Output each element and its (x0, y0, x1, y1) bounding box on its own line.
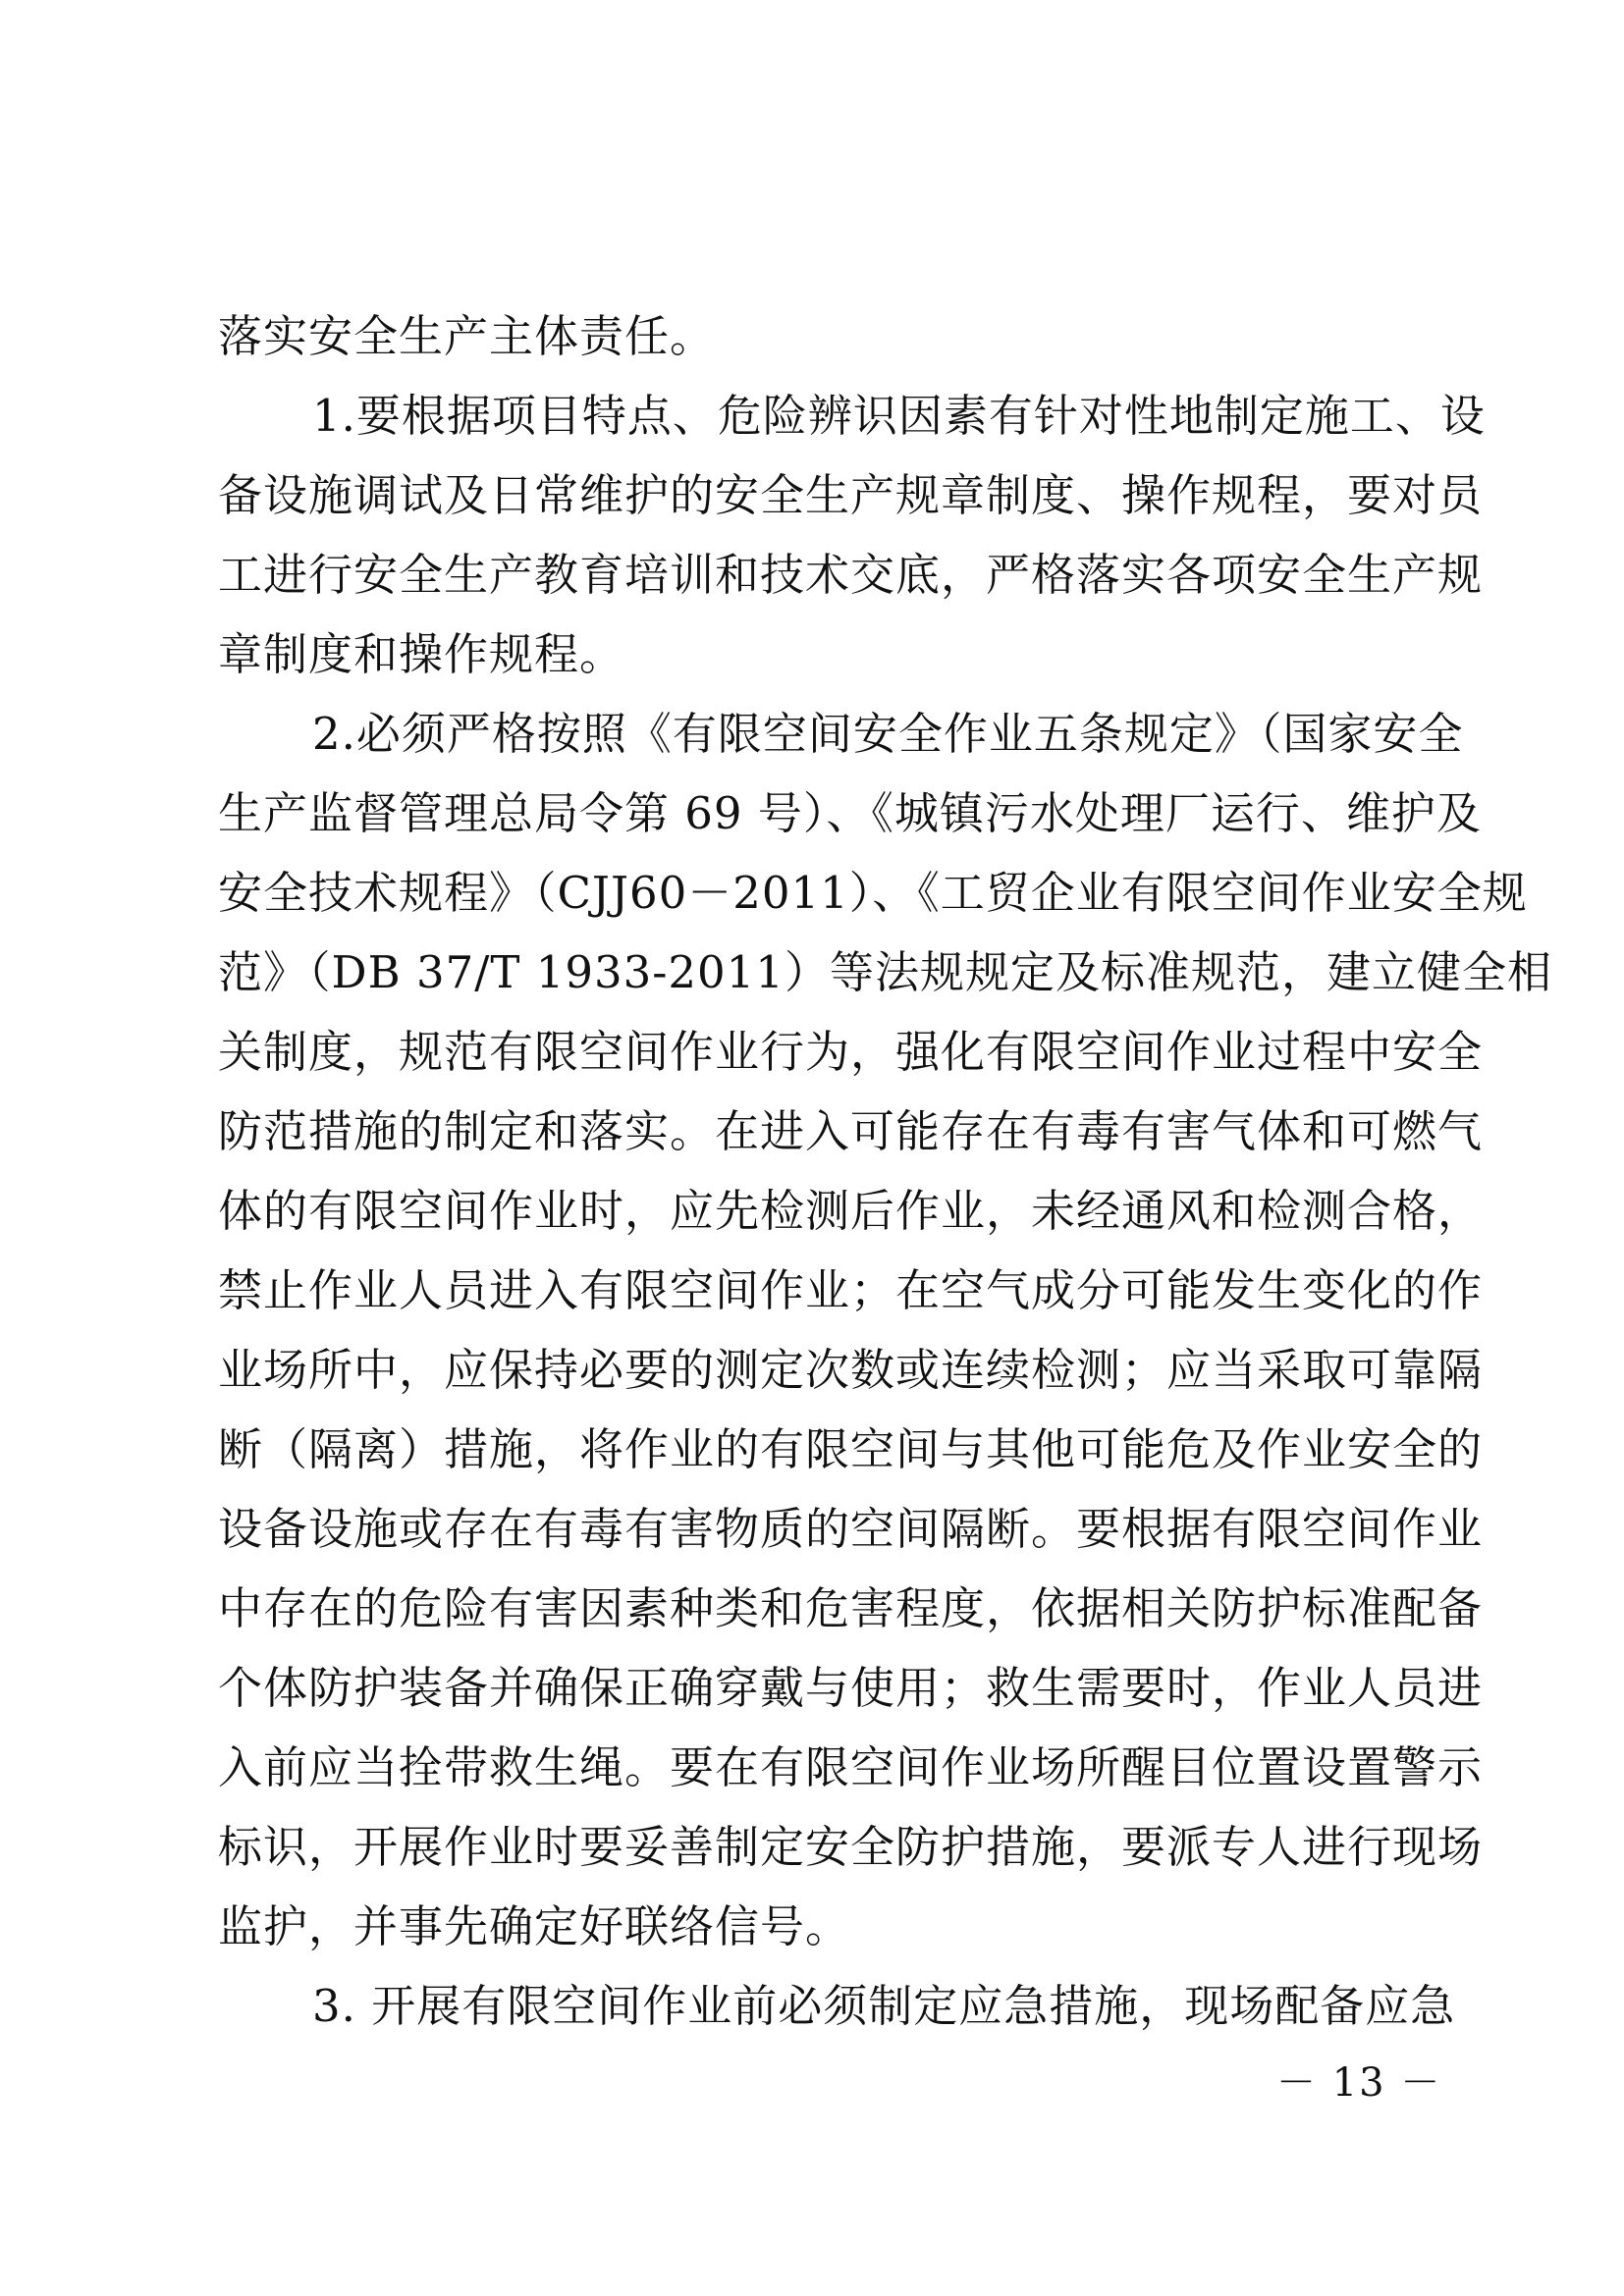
text-line: 标识，开展作业时要妥善制定安全防护措施，要派专人进行现场 (218, 1821, 1484, 1873)
text-line: 防范措施的制定和落实。在进入可能存在有毒有害气体和可燃气 (218, 1105, 1484, 1157)
text-line: 范》（DB 37/T 1933-2011）等法规规定及标准规范，建立健全相 (218, 946, 1552, 998)
text-line: 3. 开展有限空间作业前必须制定应急措施，现场配备应急 (312, 1980, 1456, 2032)
text-line: 体的有限空间作业时，应先检测后作业，未经通风和检测合格， (218, 1185, 1484, 1237)
text-line: 1.要根据项目特点、危险辨识因素有针对性地制定施工、设 (312, 390, 1486, 442)
text-line: 生产监督管理总局令第 69 号）、《城镇污水处理厂运行、维护及 (218, 787, 1482, 839)
text-line: 断（隔离）措施，将作业的有限空间与其他可能危及作业安全的 (218, 1423, 1484, 1475)
page-number: － 13 － (1276, 2060, 1442, 2106)
text-line: 设备设施或存在有毒有害物质的空间隔断。要根据有限空间作业 (218, 1503, 1484, 1555)
text-line: 落实安全生产主体责任。 (218, 310, 716, 362)
text-line: 禁止作业人员进入有限空间作业；在空气成分可能发生变化的作 (218, 1264, 1484, 1316)
text-line: 2.必须严格按照《有限空间安全作业五条规定》（国家安全 (312, 708, 1464, 760)
text-line: 工进行安全生产教育培训和技术交底，严格落实各项安全生产规 (218, 549, 1484, 601)
text-line: 关制度，规范有限空间作业行为，强化有限空间作业过程中安全 (218, 1026, 1484, 1078)
text-line: 章制度和操作规程。 (218, 628, 625, 680)
text-line: 业场所中，应保持必要的测定次数或连续检测；应当采取可靠隔 (218, 1344, 1484, 1396)
text-line: 入前应当拴带救生绳。要在有限空间作业场所醒目位置设置警示 (218, 1741, 1484, 1793)
text-line: 监护，并事先确定好联络信号。 (218, 1900, 851, 1952)
text-line: 个体防护装备并确保正确穿戴与使用；救生需要时，作业人员进 (218, 1662, 1484, 1714)
text-line: 备设施调试及日常维护的安全生产规章制度、操作规程，要对员 (218, 469, 1484, 521)
text-line: 中存在的危险有害因素种类和危害程度，依据相关防护标准配备 (218, 1582, 1484, 1634)
text-line: 安全技术规程》（CJJ60－2011）、《工贸企业有限空间作业安全规 (218, 867, 1528, 919)
